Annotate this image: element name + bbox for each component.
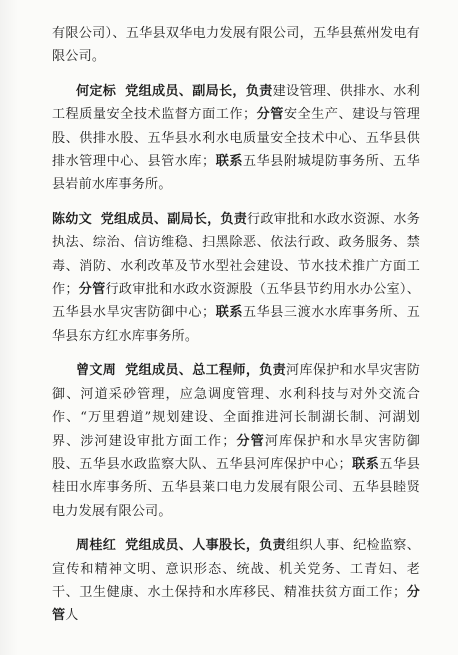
leader-paragraph-zeng-wenzhou: [52, 359, 420, 523]
leader-manage: 行政审批和水政水资源股（五华县节约用水办公室）、五华县水旱灾害防御中心；: [52, 282, 421, 321]
leader-duty: 行政审批和水政水资源、水务执法、综治、信访维稳、扫黑除恶、依法行政、政务服务、禁毒、消防、水利改革及节水型社会建设、节水技术推广方面工作；: [52, 211, 420, 298]
manage-label: 分管: [78, 282, 106, 298]
leader-role: 党组成员、总工程师，负责: [125, 363, 287, 379]
manage-label: 分管: [52, 584, 421, 624]
leader-paragraph-he-dingbiao: [52, 80, 420, 197]
contact-label: 联系: [215, 154, 243, 170]
leader-name: 陈幼文: [52, 211, 92, 227]
leader-contact: 五华县附城堤防事务所、五华县岩前水库事务所。: [52, 154, 420, 193]
leader-role: 党组成员、副局长，负责: [125, 83, 273, 99]
leader-role: 党组成员、人事股长，负责: [125, 538, 287, 554]
leader-duty: 河库保护和水旱灾害防御、河道采砂管理，应急调度管理、水利科技与对外交流合作、“万里碧道”规划建设、全面推进河长制湖长制、河湖划界、涉河建设审批方面工作；: [52, 363, 420, 449]
leader-duty: 建设管理、供排水、水利工程质量安全技术监督方面工作；: [52, 83, 420, 123]
leader-name: 曾文周: [76, 363, 117, 379]
leader-manage: 人: [65, 608, 79, 624]
leader-duty: 组织人事、纪检监察、宣传和精神文明、意识形态、统战、机关党务、工青妇、老干、卫生健康、水土保持和水库移民、精准扶贫方面工作；: [52, 538, 420, 600]
contact-label: 联系: [215, 305, 243, 321]
leader-name: 何定标: [76, 83, 117, 99]
leader-paragraph-zhou-guihong: [52, 534, 420, 628]
leader-role: 党组成员、副局长，负责: [100, 211, 248, 227]
contact-label: 联系: [351, 456, 380, 472]
intro-paragraph: 有限公司）、五华县双华电力发展有限公司，五华县蕉州发电有限公司。: [52, 26, 420, 65]
leader-manage: 安全生产、建设与管理股、供排水股、五华县水利水电质量安全技术中心、五华县供排水管理中心、县管水库；: [52, 107, 421, 170]
leader-manage: 河库保护和水旱灾害防御股、五华县水政监察大队、五华县河库保护中心；: [52, 433, 420, 472]
manage-label: 分管: [235, 433, 265, 449]
leader-paragraph-chen-youwen: [52, 208, 420, 348]
manage-label: 分管: [256, 107, 284, 123]
leader-contact: 五华县桂田水库事务所、五华县莱口电力发展有限公司、五华县睦贤电力发展有限公司。: [52, 456, 420, 519]
leader-name: 周桂红: [76, 538, 117, 554]
leader-contact: 五华县三渡水水库事务所、五华县东方红水库事务所。: [52, 305, 420, 344]
